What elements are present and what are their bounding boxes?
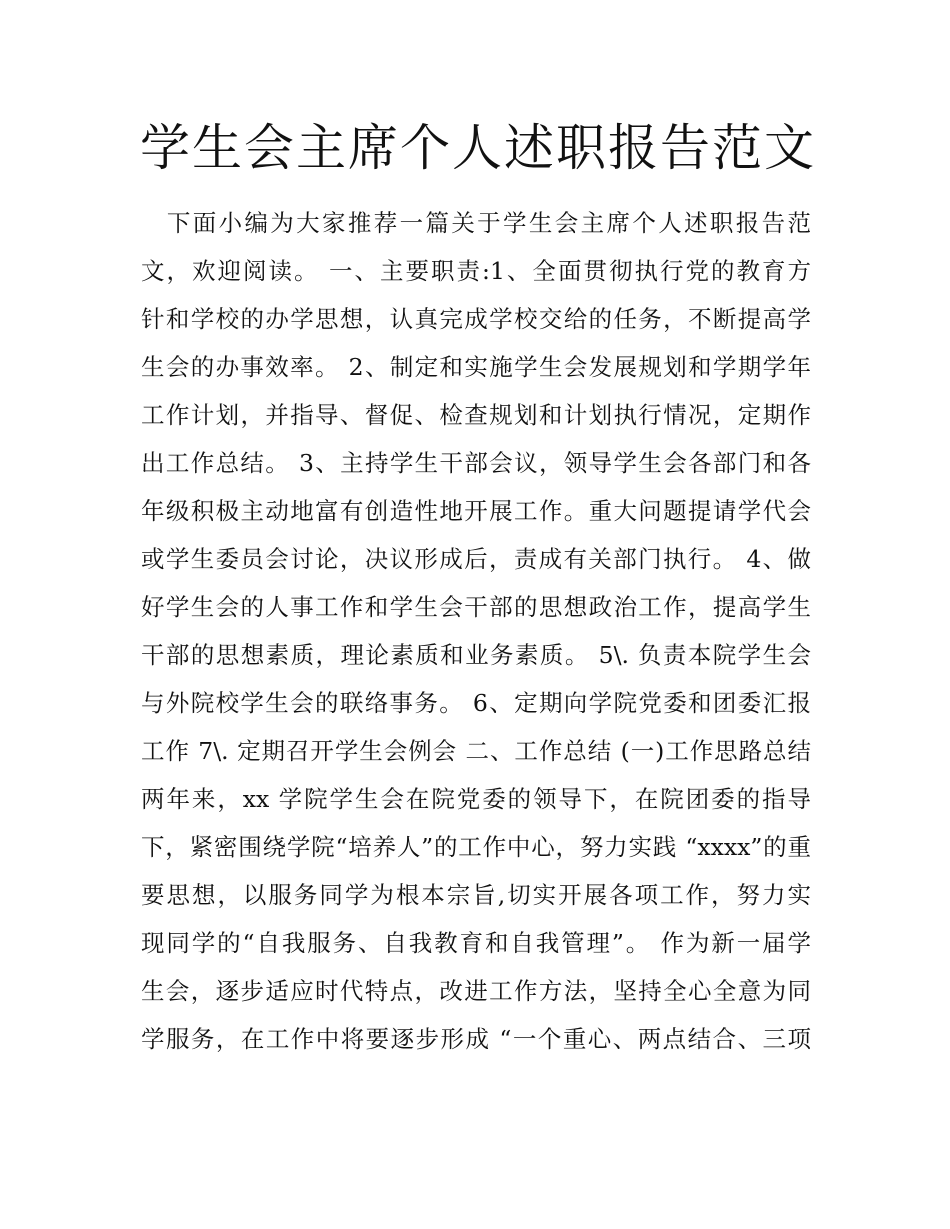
body-line: 与外院校学生会的联络事务。 6、定期向学院党委和团委汇报 [141,689,811,717]
body-line: 下，紧密围绕学院“培养人”的工作中心，努力实践 “xxxx”的重 [141,833,811,861]
body-line: 生会，逐步适应时代特点，改进工作方法，坚持全心全意为同 [141,977,811,1005]
body-line: 下面小编为大家推荐一篇关于学生会主席个人述职报告范 [141,209,811,237]
body-line: 工作计划，并指导、督促、检查规划和计划执行情况，定期作 [141,401,811,429]
document-body [141,199,811,1063]
body-line: 生会的办事效率。 2、制定和实施学生会发展规划和学期学年 [141,353,811,381]
body-line: 针和学校的办学思想，认真完成学校交给的任务，不断提高学 [141,305,811,333]
body-line: 文，欢迎阅读。 一、主要职责:1、全面贯彻执行党的教育方 [141,257,811,285]
body-line: 要思想，以服务同学为根本宗旨,切实开展各项工作，努力实 [141,881,811,909]
body-line: 好学生会的人事工作和学生会干部的思想政治工作，提高学生 [141,593,811,621]
body-line: 现同学的“自我服务、自我教育和自我管理”。 作为新一届学 [141,929,811,957]
body-line: 工作 7\. 定期召开学生会例会 二、工作总结 (一)工作思路总结 [141,737,811,765]
body-line: 两年来，xx 学院学生会在院党委的领导下，在院团委的指导 [141,785,811,813]
body-line: 学服务，在工作中将要逐步形成 “一个重心、两点结合、三项 [141,1025,811,1053]
body-line: 干部的思想素质，理论素质和业务素质。 5\. 负责本院学生会 [141,641,811,669]
document-title: 学生会主席个人述职报告范文 [140,119,816,177]
body-line: 年级积极主动地富有创造性地开展工作。重大问题提请学代会 [141,497,811,525]
body-line: 出工作总结。 3、主持学生干部会议，领导学生会各部门和各 [141,449,811,477]
body-line: 或学生委员会讨论，决议形成后，责成有关部门执行。 4、做 [141,545,811,573]
